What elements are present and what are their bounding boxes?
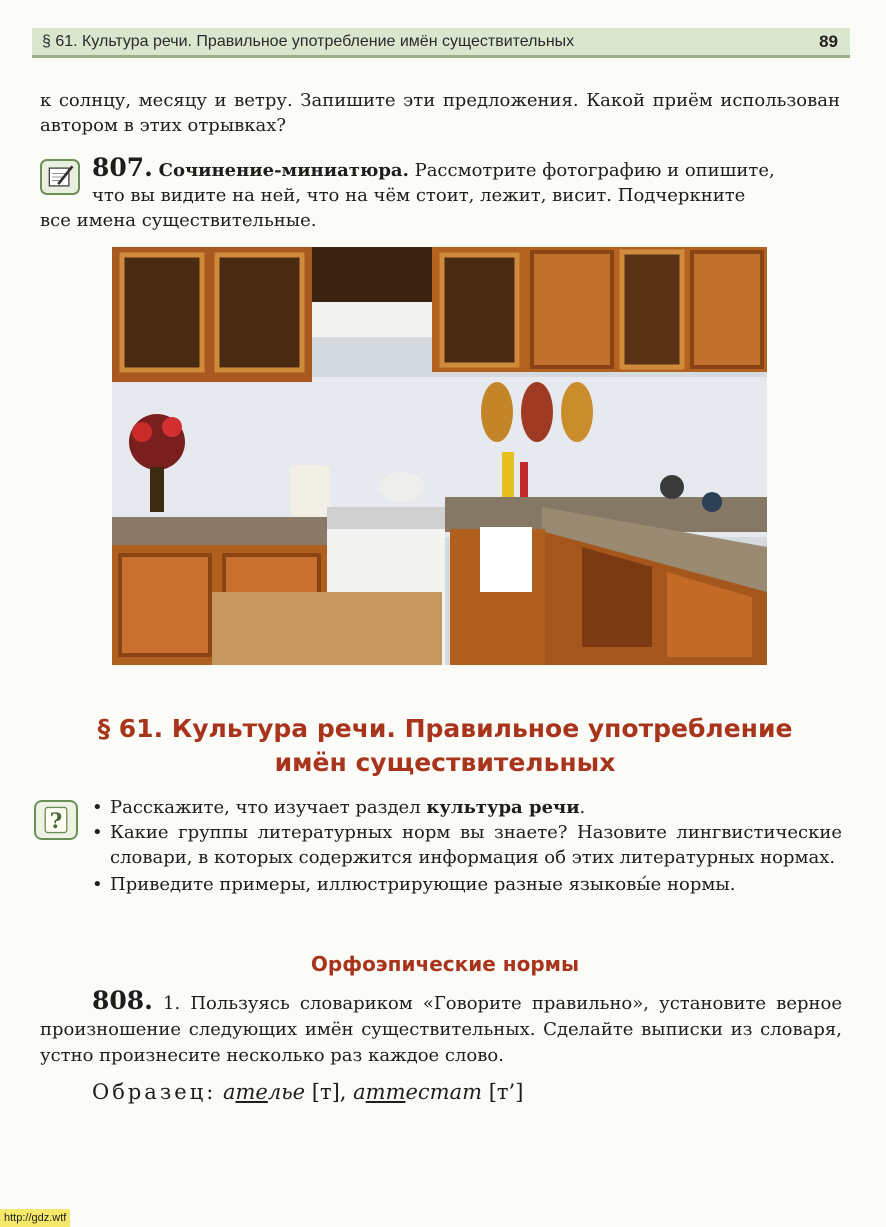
section-title bbox=[40, 712, 850, 780]
svg-text:?: ? bbox=[49, 809, 63, 835]
sample-mark: [т], bbox=[305, 1080, 354, 1104]
exercise-text: 1. Пользуясь словариком «Говорите правильно», установите верное произношение следующих имён существительных. Сделайте выписки из словаря, устно произнесите несколько раз каждое слово. bbox=[40, 993, 842, 1066]
section-title-line1: § 61. Культура речи. Правильное употребление bbox=[97, 714, 793, 743]
question-item: • Расскажите, что изучает раздел культура речи. bbox=[92, 795, 842, 820]
exercise-lead: Сочинение-миниатюра. bbox=[158, 160, 409, 181]
sample-word: ателье bbox=[222, 1080, 306, 1104]
sample-mark: [т’] bbox=[482, 1080, 524, 1104]
exercise-text: Рассмотрите фотографию и опишите, bbox=[414, 160, 775, 181]
exercise-808 bbox=[40, 988, 842, 1069]
kitchen-photo bbox=[112, 247, 767, 665]
section-title-line2: имён существительных bbox=[274, 748, 616, 777]
exercise-text-line3: все имена существительные. bbox=[40, 210, 317, 231]
watermark-link[interactable]: http://gdz.wtf bbox=[0, 1209, 70, 1227]
exercise-807 bbox=[40, 155, 840, 233]
question-item: • Какие группы литературных норм вы знаете? Назовите лингвистические словари, в которых содержится информация об этих литературных нормах. bbox=[92, 820, 842, 870]
exercise-number: 808. bbox=[92, 986, 153, 1015]
intro-paragraph: к солнцу, месяцу и ветру. Запишите эти предложения. Какой приём использован автором в этих отрывках? bbox=[40, 90, 840, 136]
sample-line bbox=[92, 1080, 523, 1104]
review-questions bbox=[92, 795, 842, 897]
exercise-number: 807. bbox=[92, 153, 153, 182]
sample-word: аттестат bbox=[353, 1080, 483, 1104]
pencil-notebook-icon bbox=[40, 159, 80, 195]
running-header bbox=[32, 28, 850, 58]
sample-label: Образец: bbox=[92, 1080, 217, 1104]
subsection-title: Орфоэпические нормы bbox=[310, 952, 580, 976]
question-item: • Приведите примеры, иллюстрирующие разные языковы́е нормы. bbox=[92, 872, 842, 897]
question-mark-icon bbox=[34, 800, 78, 840]
page-number: 89 bbox=[819, 31, 838, 51]
exercise-text-line2: что вы видите на ней, что на чём стоит, лежит, висит. Подчеркните bbox=[92, 185, 746, 206]
header-title: § 61. Культура речи. Правильное употребление имён существительных bbox=[42, 32, 575, 50]
